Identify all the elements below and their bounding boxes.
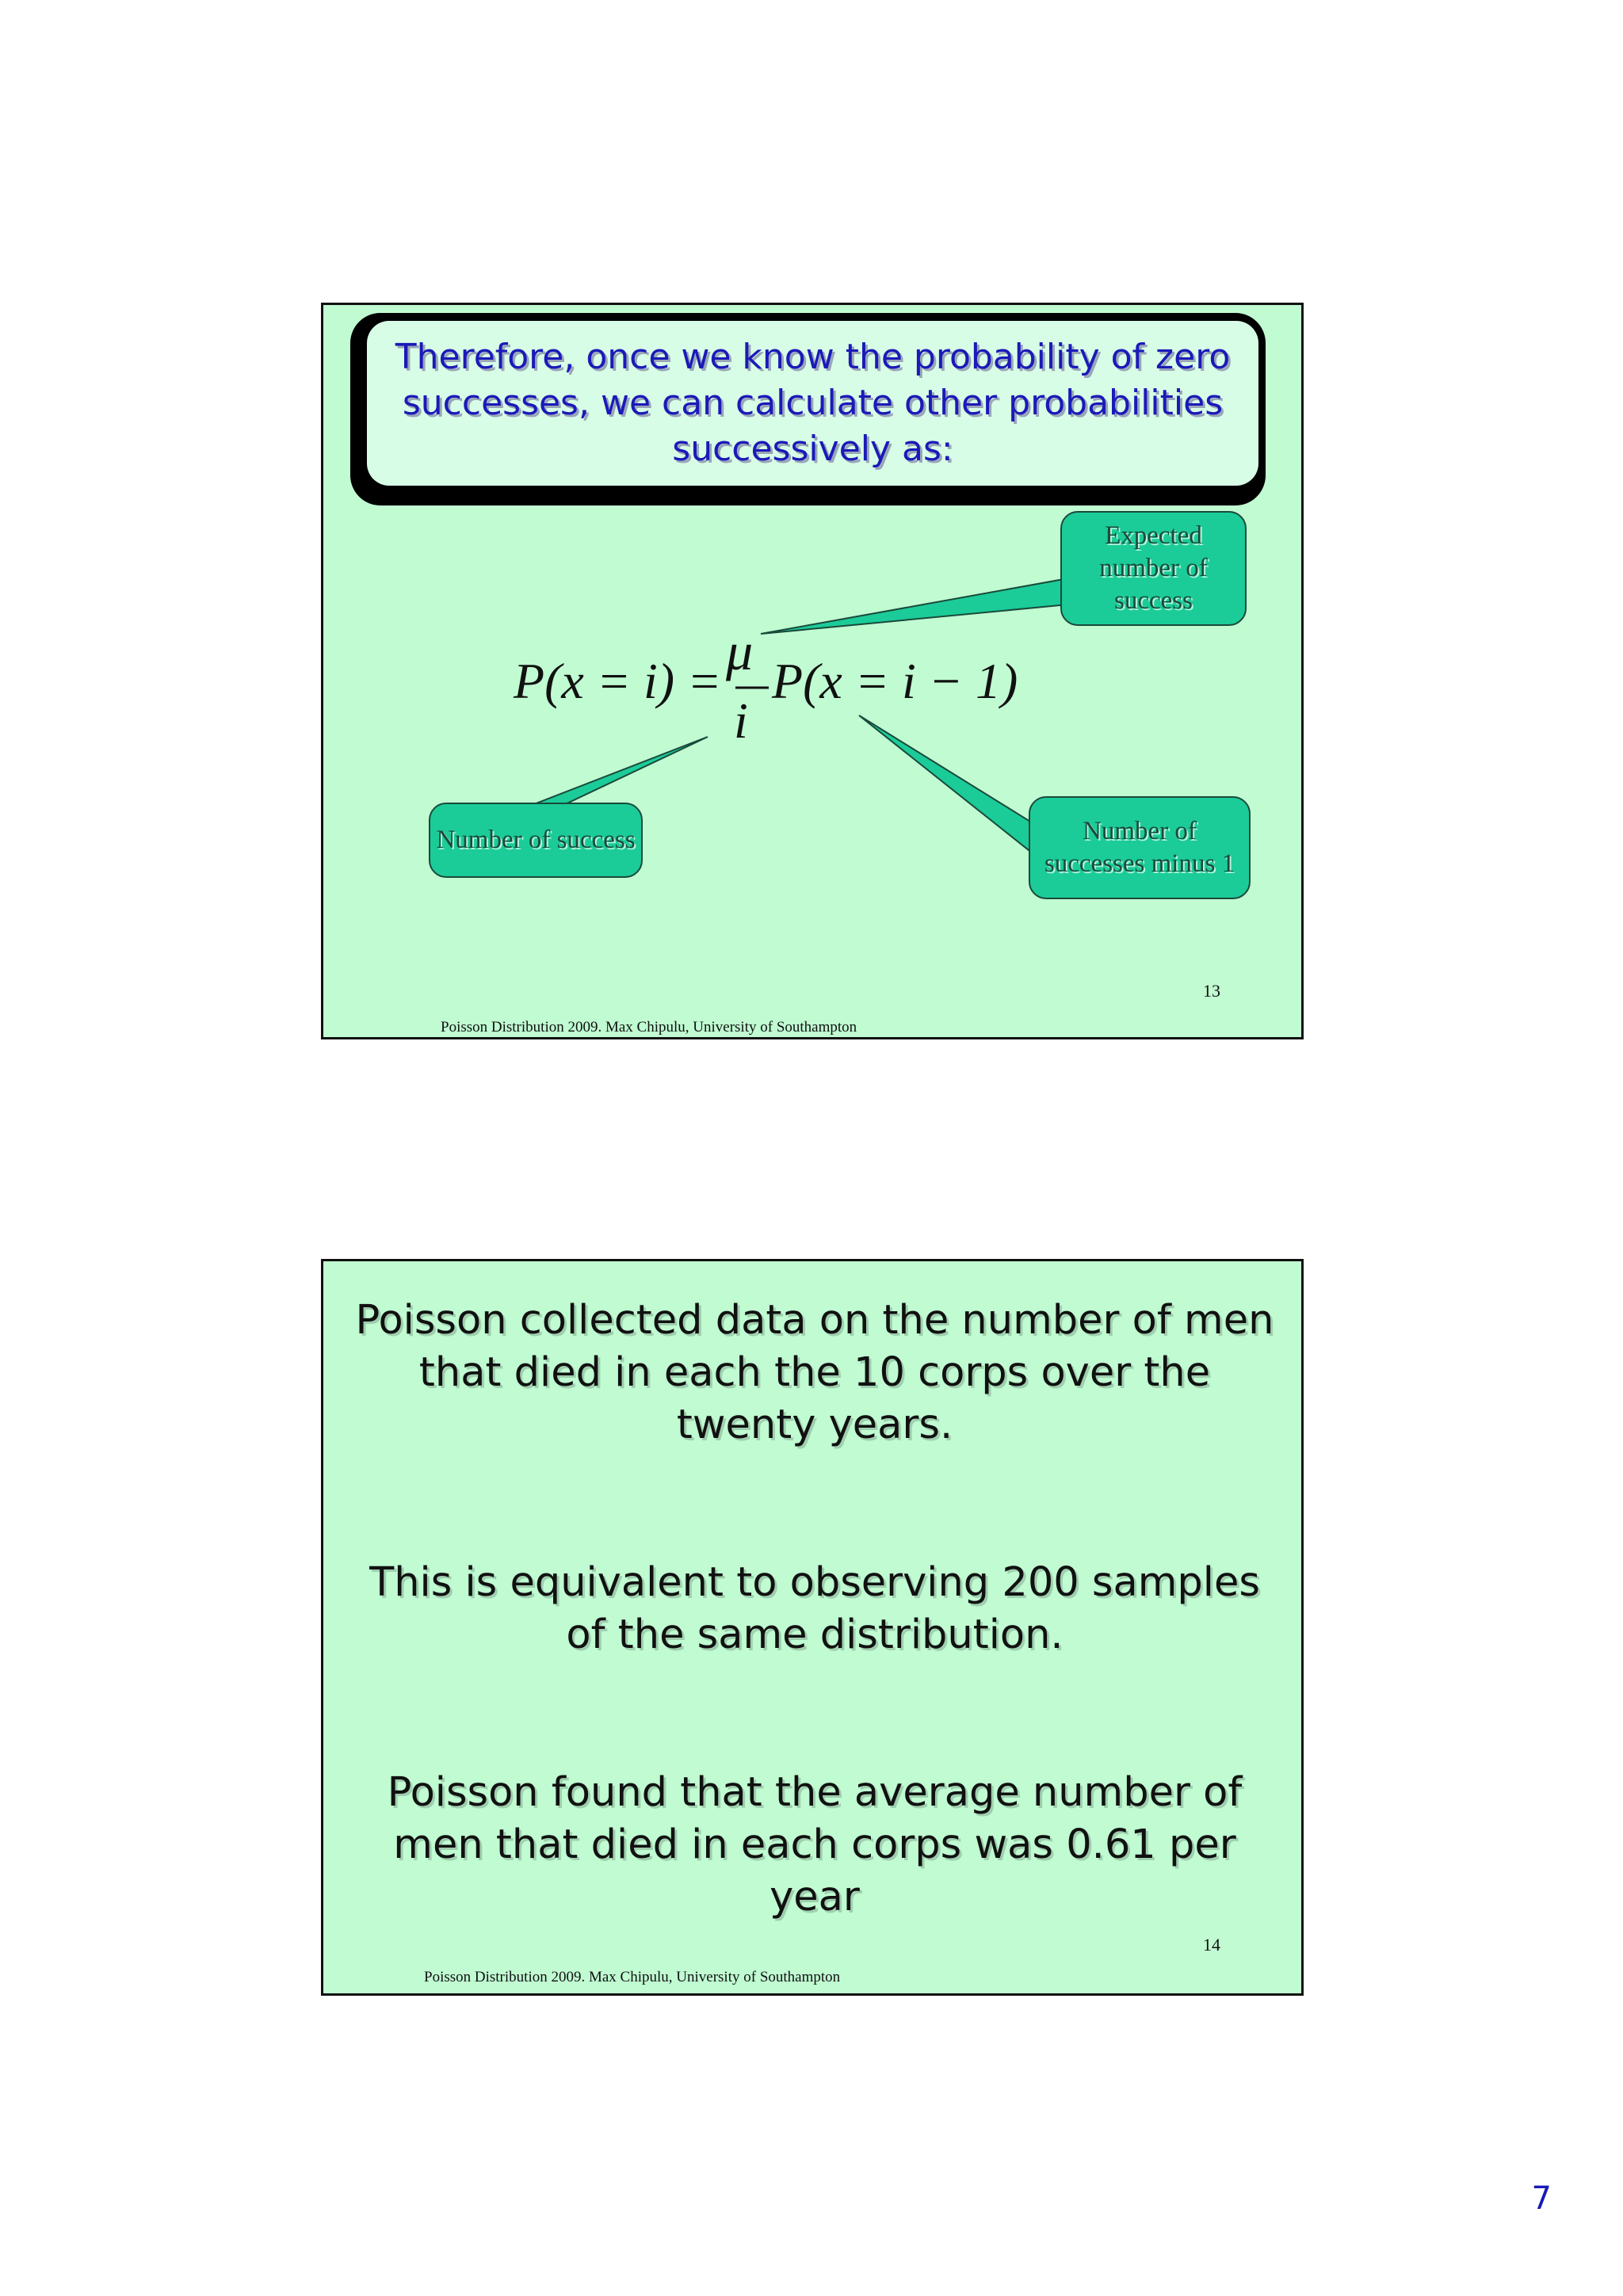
- slide-footer: Poisson Distribution 2009. Max Chipulu, University of Southampton: [441, 1019, 857, 1035]
- paragraph-average: Poisson found that the average number of men that died in each corps was 0.61 per year: [387, 1769, 1243, 1920]
- slide-13: [321, 303, 1304, 1039]
- formula-rhs: P(x = i − 1): [772, 653, 1018, 709]
- paragraph-collected-data: Poisson collected data on the number of men that died in each the 10 corps over the twenty years.: [355, 1297, 1274, 1448]
- banner-text: Therefore, once we know the probability of zero successes, we can calculate other probabilities successively as:: [395, 337, 1231, 469]
- slide-number: 14: [1203, 1935, 1220, 1955]
- page-number: 7: [1531, 2180, 1552, 2217]
- formula-lhs: P(x = i) =: [514, 653, 722, 709]
- callout-number-of-success: Number of success: [429, 803, 643, 878]
- slide-number: 13: [1203, 981, 1220, 1001]
- minus-pointer: [859, 715, 1041, 860]
- callout-successes-minus-one: Number of successes minus 1: [1029, 796, 1251, 899]
- callout-expected-number: Expected number of success: [1060, 511, 1247, 626]
- slide-footer: Poisson Distribution 2009. Max Chipulu, University of Southampton: [424, 1969, 841, 1985]
- formula-numerator: μ: [726, 621, 754, 681]
- formula-denominator: i: [734, 692, 748, 749]
- expected-pointer: [761, 578, 1068, 634]
- slide-14: [321, 1259, 1304, 1996]
- paragraph-equivalent: This is equivalent to observing 200 samples of the same distribution.: [369, 1559, 1260, 1658]
